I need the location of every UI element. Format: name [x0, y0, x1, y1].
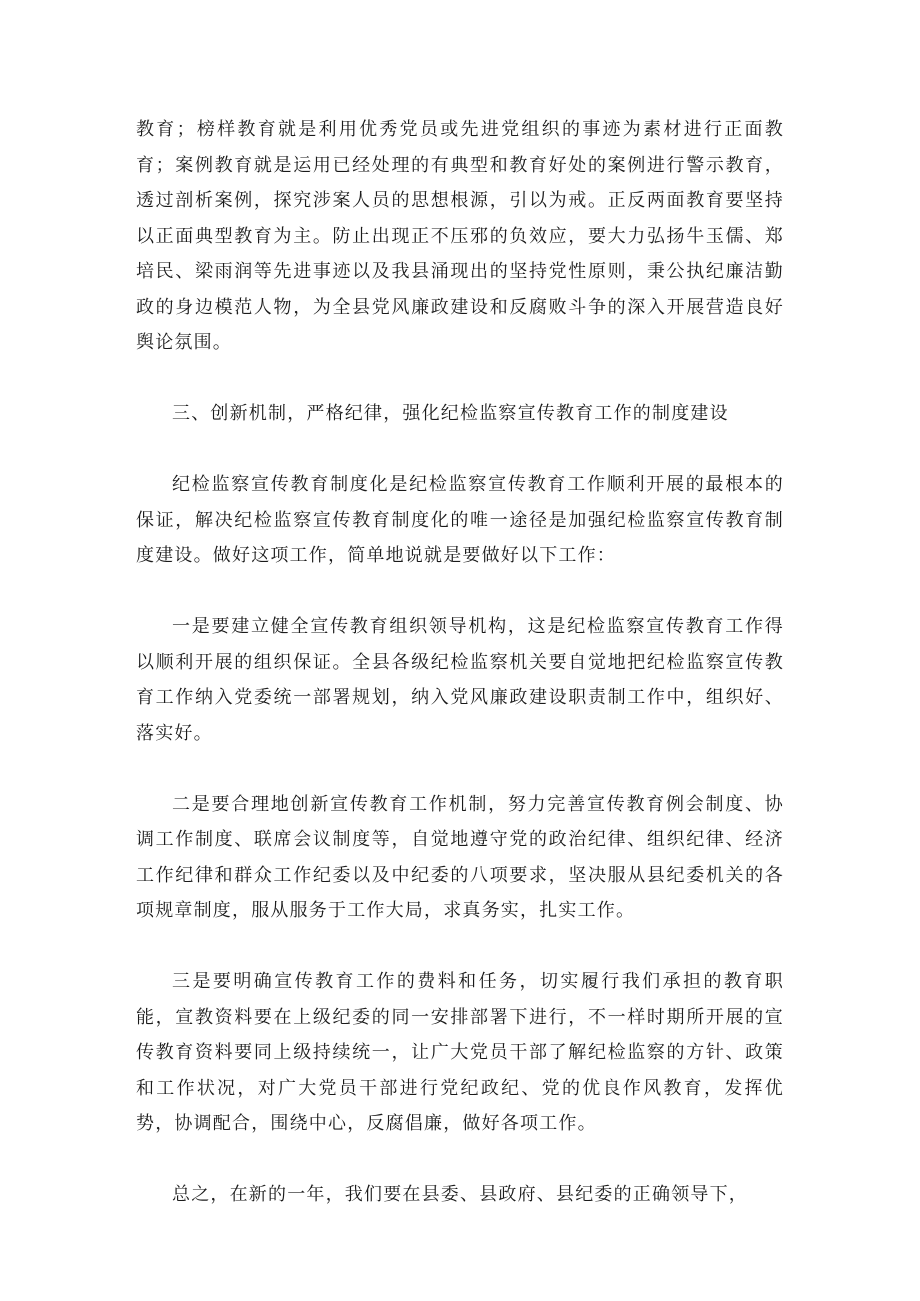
paragraph-institutionalization: 纪检监察宣传教育制度化是纪检监察宣传教育工作顺利开展的最根本的保证，解决纪检监察宣传教育制度化的唯一途径是加强纪检监察宣传教育制度建设。做好这项工作，简单地说就是要做好以下工作： — [136, 474, 784, 566]
paragraph-education-continued: 教育；榜样教育就是利用优秀党员或先进党组织的事迹为素材进行正面教育；案例教育就是运用已经处理的有典型和教育好处的案例进行警示教育，透过剖析案例，探究涉案人员的思想根源，引以为戒。正反两面教育要坚持以正面典型教育为主。防止出现正不压邪的负效应，要大力弘扬牛玉儒、郑培民、梁雨润等先进事迹以及我县涌现出的坚持党性原则，秉公执纪廉洁勤政的身边模范人物，为全县党风廉政建设和反腐败斗争的深入开展营造良好舆论氛围。 — [136, 119, 784, 353]
paragraph-point-one: 一是要建立健全宣传教育组织领导机构，这是纪检监察宣传教育工作得以顺利开展的组织保证。全县各级纪检监察机关要自觉地把纪检监察宣传教育工作纳入党委统一部署规划，纳入党风廉政建设职责制工作中，组织好、落实好。 — [136, 616, 784, 744]
paragraph-point-three: 三是要明确宣传教育工作的费料和任务，切实履行我们承担的教育职能，宣教资料要在上级纪委的同一安排部署下进行，不一样时期所开展的宣传教育资料要同上级持续统一，让广大党员干部了解纪检监察的方针、政策和工作状况，对广大党员干部进行党纪政纪、党的优良作风教育，发挥优势，协调配合，围绕中心，反腐倡廉，做好各项工作。 — [136, 971, 784, 1134]
document-body — [136, 112, 784, 1248]
paragraph-point-two: 二是要合理地创新宣传教育工作机制，努力完善宣传教育例会制度、协调工作制度、联席会议制度等，自觉地遵守党的政治纪律、组织纪律、经济工作纪律和群众工作纪委以及中纪委的八项要求，坚决服从县纪委机关的各项规章制度，服从服务于工作大局，求真务实，扎实工作。 — [136, 793, 784, 921]
section-heading-three: 三、创新机制，严格纪律，强化纪检监察宣传教育工作的制度建设 — [172, 403, 729, 424]
paragraph-conclusion: 总之，在新的一年，我们要在县委、县政府、县纪委的正确领导下， — [172, 1184, 748, 1205]
